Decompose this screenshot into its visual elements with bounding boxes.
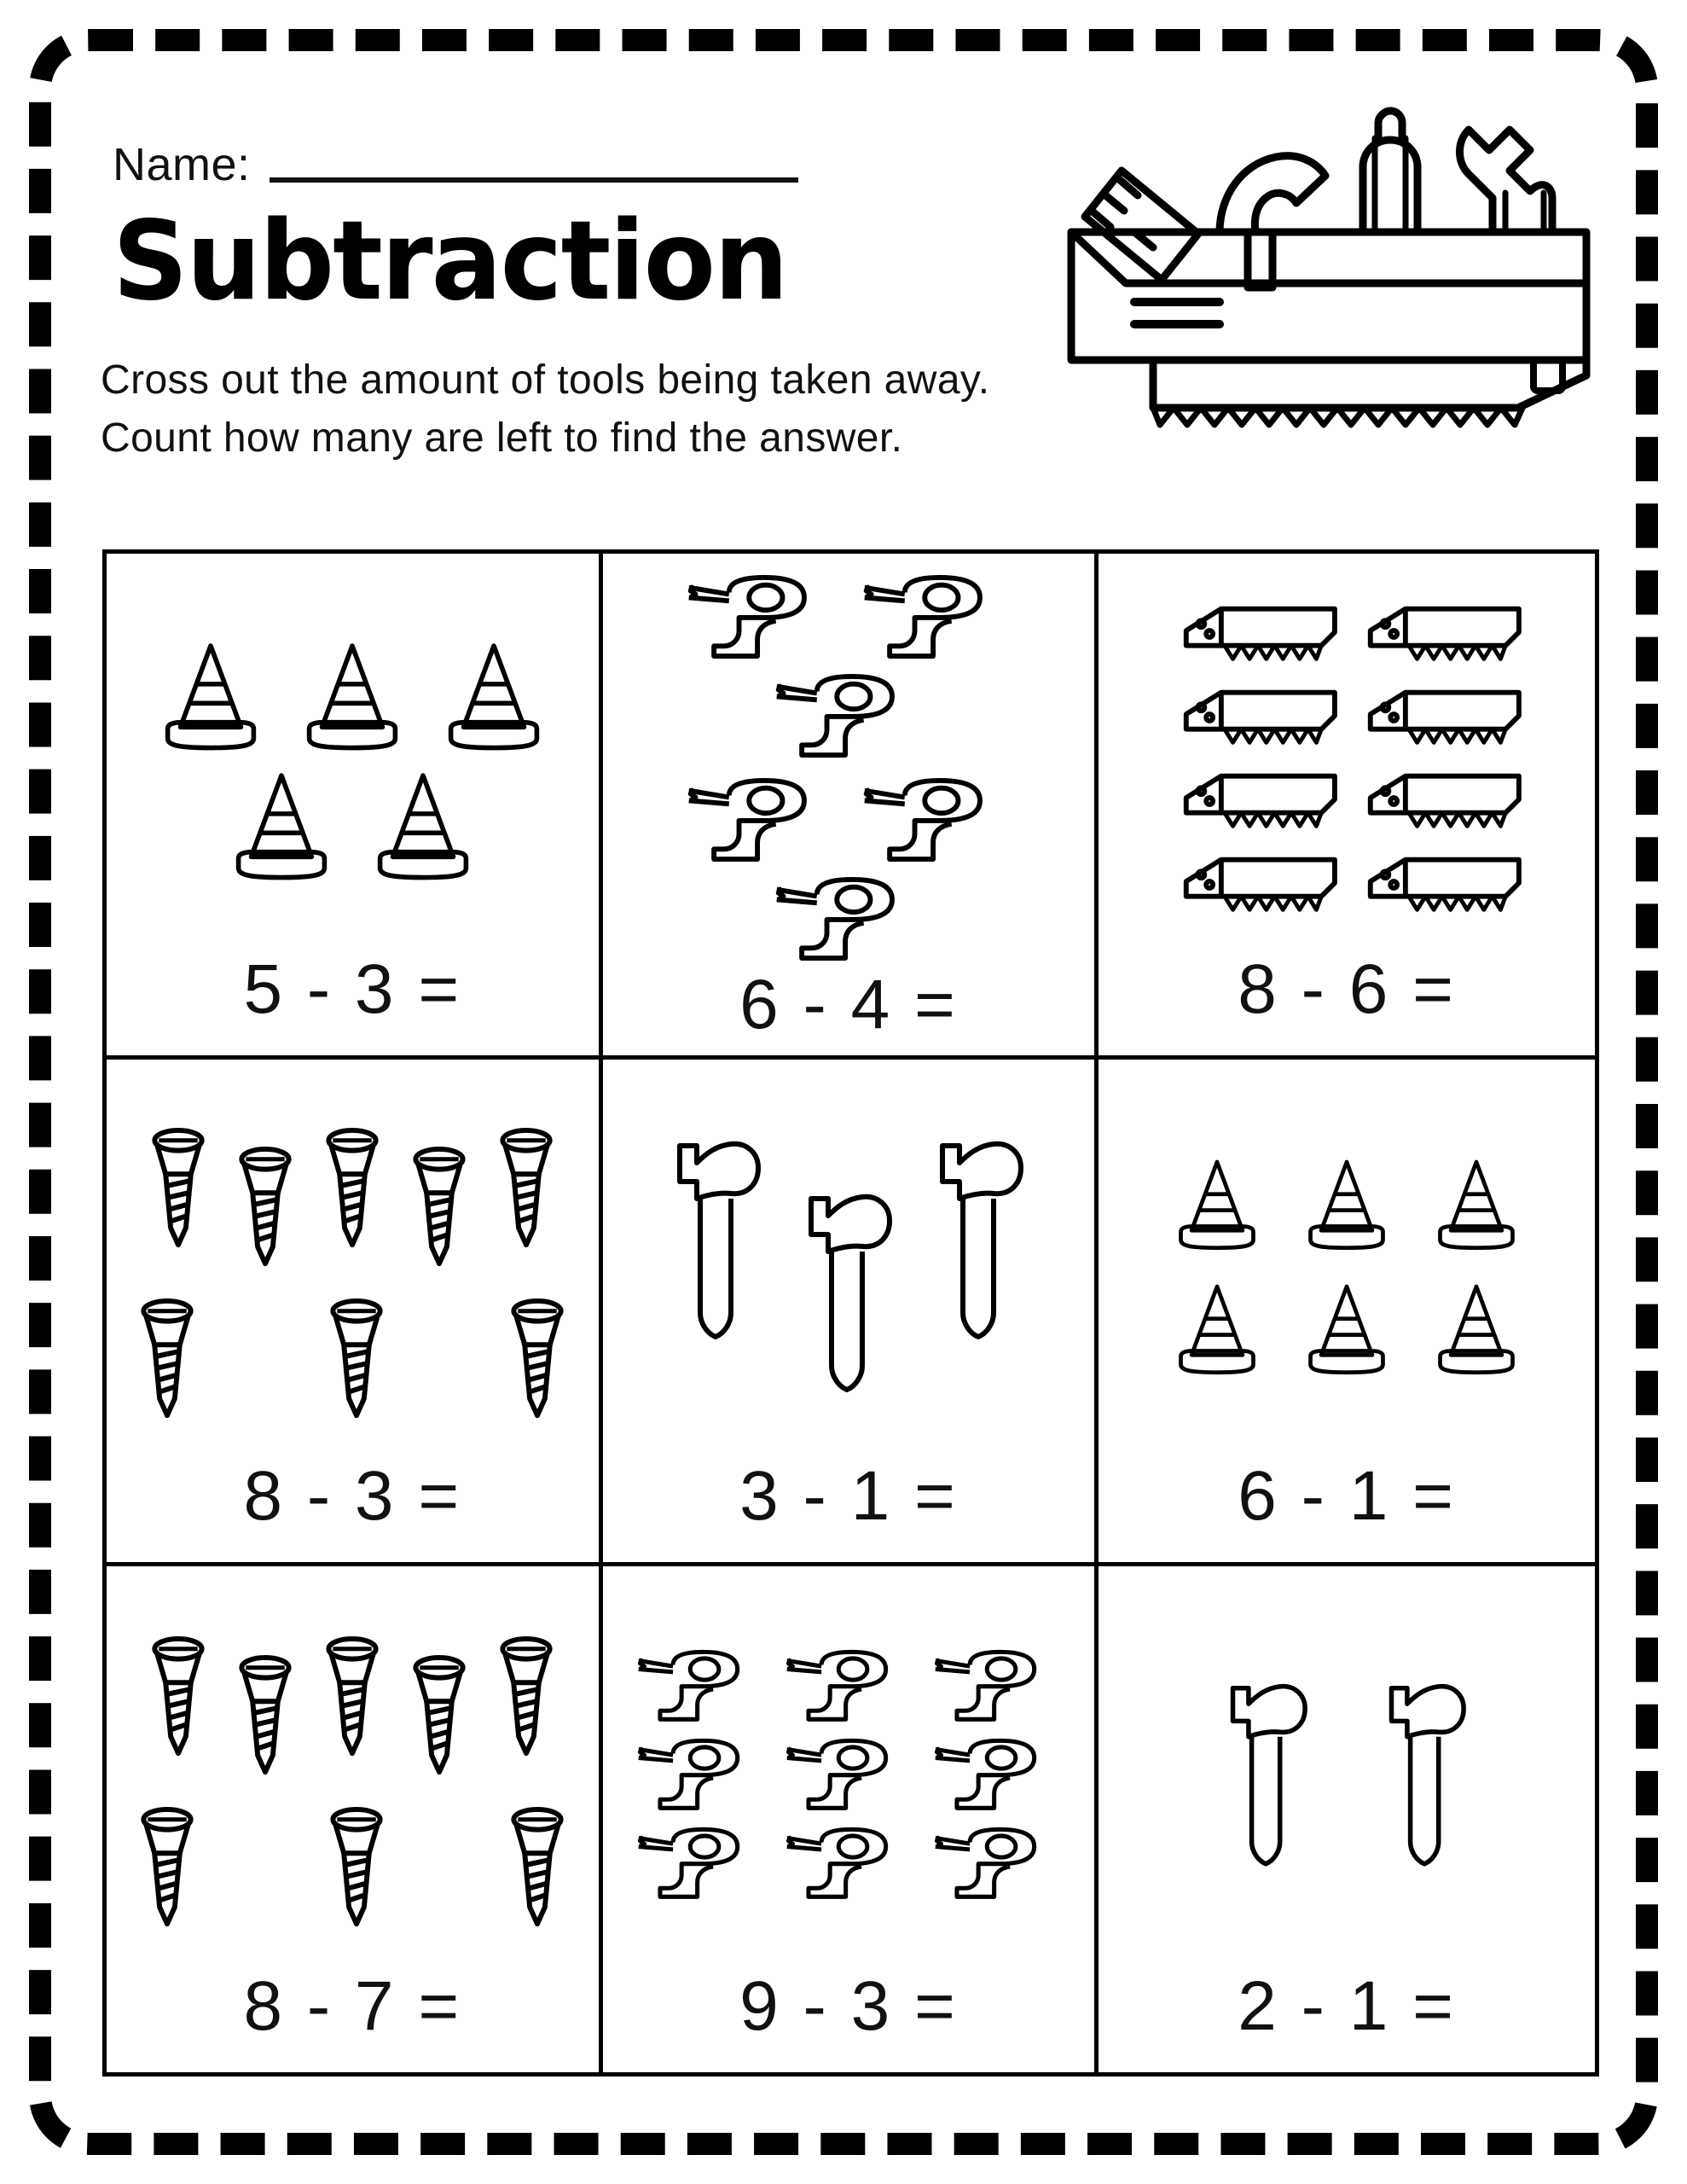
screw-icon[interactable] [136,1804,199,1932]
power-drill-icon[interactable] [925,1644,1069,1726]
traffic-cone-icon[interactable] [1422,1277,1531,1378]
name-label: Name: [113,139,251,190]
handsaw-icon[interactable] [1354,846,1524,923]
power-drill-icon[interactable] [777,1821,920,1903]
handsaw-icon[interactable] [1354,679,1524,756]
power-drill-icon[interactable] [677,569,844,663]
traffic-cone-icon[interactable] [1292,1277,1401,1378]
handsaw-icon[interactable] [1354,763,1524,839]
power-drill-icon[interactable] [629,1821,772,1903]
traffic-cone-icon[interactable] [286,635,419,754]
screw-icon[interactable] [506,1296,569,1424]
icon-group-power-drill[interactable] [612,1582,1087,1966]
power-drill-icon[interactable] [777,1644,920,1726]
screw-icon[interactable] [147,1125,210,1253]
problem-cell[interactable] [107,554,603,1060]
screw-icon[interactable] [234,1144,297,1272]
equation-text[interactable]: 6 - 4 = [739,966,958,1043]
equation-text[interactable]: 9 - 3 = [739,1966,958,2045]
power-drill-icon[interactable] [853,569,1020,663]
screw-icon[interactable] [321,1125,384,1253]
hammer-icon[interactable] [1371,1676,1481,1872]
screw-icon[interactable] [495,1634,558,1762]
screw-icon[interactable] [147,1634,210,1762]
power-drill-icon[interactable] [629,1644,772,1726]
traffic-cone-icon[interactable] [1162,1153,1272,1253]
power-drill-icon[interactable] [777,1733,920,1815]
equation-text[interactable]: 5 - 3 = [243,950,462,1029]
name-field-row[interactable] [113,138,798,191]
worksheet-header [77,78,1612,531]
equation-text[interactable]: 8 - 3 = [243,1456,462,1535]
screw-icon[interactable] [321,1634,384,1762]
hammer-icon[interactable] [666,1132,768,1345]
traffic-cone-icon[interactable] [215,764,348,884]
instruction-line-1: Cross out the amount of tools being taken away. [101,357,990,403]
problem-cell[interactable] [107,1060,603,1565]
problems-grid [102,549,1599,2077]
worksheet-sheet [77,78,1612,2109]
toolbox-with-tools-icon [1041,104,1603,471]
icon-group-traffic-cone[interactable] [115,569,590,950]
handsaw-icon[interactable] [1169,763,1340,839]
handsaw-icon[interactable] [1169,679,1340,756]
screw-icon[interactable] [408,1144,471,1272]
screw-icon[interactable] [136,1296,199,1424]
problem-cell[interactable] [1099,554,1595,1060]
instructions [101,351,990,468]
hammer-icon[interactable] [1212,1676,1323,1872]
handsaw-icon[interactable] [1169,846,1340,923]
screw-icon[interactable] [325,1296,388,1424]
icon-group-hammer[interactable] [612,1075,1087,1455]
icon-group-screw[interactable] [115,1075,590,1455]
equation-text[interactable]: 2 - 1 = [1238,1966,1457,2045]
screw-icon[interactable] [325,1804,388,1932]
hammer-icon[interactable] [929,1132,1031,1345]
problem-cell[interactable] [603,1566,1099,2072]
screw-icon[interactable] [495,1125,558,1253]
problem-cell[interactable] [1099,1060,1595,1565]
handsaw-icon[interactable] [1169,595,1340,672]
traffic-cone-icon[interactable] [1422,1153,1531,1253]
instruction-line-2: Count how many are left to find the answer. [101,415,903,462]
name-write-line[interactable] [270,177,798,183]
problem-cell[interactable] [107,1566,603,2072]
power-drill-icon[interactable] [765,871,932,965]
power-drill-icon[interactable] [925,1821,1069,1903]
icon-group-handsaw[interactable] [1107,569,1586,950]
problem-cell[interactable] [603,1060,1099,1565]
traffic-cone-icon[interactable] [144,635,277,754]
traffic-cone-icon[interactable] [427,635,560,754]
handsaw-icon[interactable] [1354,595,1524,672]
icon-group-power-drill[interactable] [612,569,1087,965]
icon-group-hammer[interactable] [1107,1582,1586,1966]
page-title: Subtraction [113,198,787,325]
equation-text[interactable]: 6 - 1 = [1238,1456,1457,1535]
icon-group-screw[interactable] [115,1582,590,1966]
power-drill-icon[interactable] [677,772,844,866]
problem-cell[interactable] [1099,1566,1595,2072]
problem-cell[interactable] [603,554,1099,1060]
power-drill-icon[interactable] [925,1733,1069,1815]
screw-icon[interactable] [506,1804,569,1932]
power-drill-icon[interactable] [765,668,932,762]
icon-group-traffic-cone[interactable] [1107,1075,1586,1455]
equation-text[interactable]: 8 - 7 = [243,1966,462,2045]
power-drill-icon[interactable] [853,772,1020,866]
traffic-cone-icon[interactable] [1292,1153,1401,1253]
traffic-cone-icon[interactable] [1162,1277,1272,1378]
power-drill-icon[interactable] [629,1733,772,1815]
screw-icon[interactable] [408,1653,471,1780]
traffic-cone-icon[interactable] [357,764,490,884]
equation-text[interactable]: 3 - 1 = [739,1456,958,1535]
equation-text[interactable]: 8 - 6 = [1238,950,1457,1029]
screw-icon[interactable] [234,1653,297,1780]
hammer-icon[interactable] [797,1185,900,1398]
